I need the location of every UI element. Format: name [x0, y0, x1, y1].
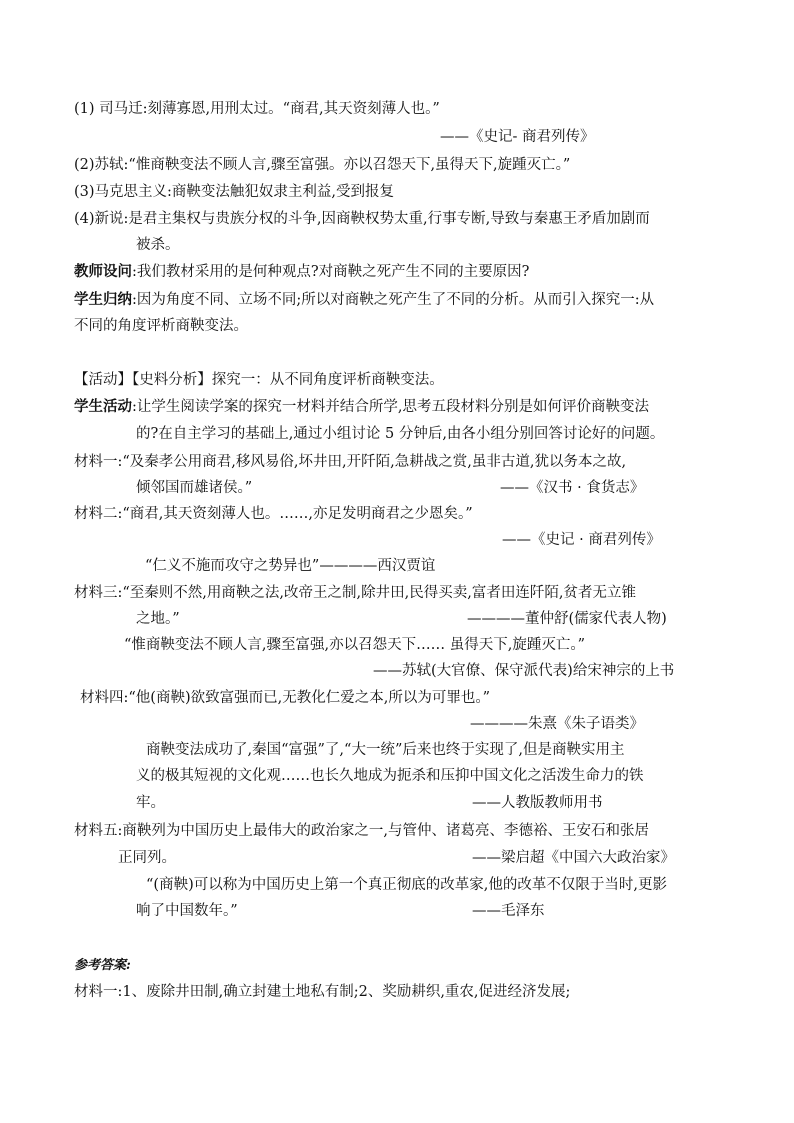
material-3-quote-2-source: ——苏轼(大官僚、保守派代表)给宋神宗的上书	[373, 663, 675, 679]
material-1-line-1: 材料一:“及秦孝公用商君,移风易俗,坏井田,开阡陌,急耕战之赏,虽非古道,犹以务本之故,	[74, 454, 627, 470]
material-1-line-2: 倾邻国而雄诸侯。”	[136, 480, 253, 496]
material-4-source: ————朱熹《朱子语类》	[470, 716, 644, 732]
student-summary-line-2: 不同的角度评析商鞅变法。	[74, 318, 248, 334]
activity-heading: 【活动】【史料分析】探究一：从不同角度评析商鞅变法。	[74, 372, 444, 388]
material-2-line-1: 材料二:“商君,其天资刻薄人也。……,亦足发明商君之少恩矣。”	[74, 506, 473, 522]
material-4-paragraph-line-3: 牢。	[136, 795, 165, 811]
student-activity	[74, 397, 649, 417]
student-summary-line-1: :因为角度不同、立场不同;所以对商鞅之死产生了不同的分析。从而引入探究一:从	[132, 292, 655, 308]
view-4-line-2: 被杀。	[136, 237, 180, 253]
material-4-line-1: 材料四:“他(商鞅)欲致富强而已,无教化仁爱之本,所以为可罪也。”	[80, 690, 490, 706]
view-2: (2)苏轼:“惟商鞅变法不顾人言,骤至富强。亦以召怨天下,虽得天下,旋踵灭亡。”	[74, 157, 571, 173]
material-2-source: ——《史记 · 商君列传》	[502, 532, 661, 548]
material-5-quote-2-source: ——毛泽东	[472, 903, 545, 919]
teacher-question	[74, 262, 529, 282]
material-4-paragraph-source: ——人教版教师用书	[472, 795, 603, 811]
student-activity-line-2: 的?在自主学习的基础上,通过小组讨论 5 分钟后,由各小组分别回答讨论好的问题。	[136, 426, 665, 442]
answers-material-1: 材料一:1、废除井田制,确立封建土地私有制;2、奖励耕织,重农,促进经济发展;	[74, 984, 571, 1000]
material-4-paragraph-line-2: 义的极其短视的文化观……也长久地成为扼杀和压抑中国文化之活泼生命力的铁	[136, 768, 644, 784]
material-5-source: ——梁启超《中国六大政治家》	[472, 850, 675, 866]
view-3: (3)马克思主义:商鞅变法触犯奴隶主利益,受到报复	[74, 184, 395, 200]
material-2-quote-2: “仁义不施而攻守之势异也”————西汉贾谊	[145, 558, 436, 574]
view-1: (1) 司马迁:刻薄寡恩,用刑太过。“商君,其天资刻薄人也。”	[74, 101, 440, 117]
answers-heading: 参考答案:	[74, 958, 131, 973]
teacher-question-text: :我们教材采用的是何种观点?对商鞅之死产生不同的主要原因?	[132, 264, 530, 280]
student-summary-label: 学生归纳	[74, 291, 132, 308]
material-3-quote-2: “惟商鞅变法不顾人言,骤至富强,亦以召怨天下…… 虽得天下,旋踵灭亡。”	[124, 637, 586, 653]
material-5-line-2: 正同列。	[118, 850, 176, 866]
material-5-line-1: 材料五:商鞅列为中国历史上最伟大的政治家之一,与管仲、诸葛亮、李德裕、王安石和张居	[74, 823, 649, 839]
material-3-line-2: 之地。”	[136, 611, 180, 627]
teacher-question-label: 教师设问	[74, 263, 132, 280]
student-activity-line-1: :让学生阅读学案的探究一材料并结合所学,思考五段材料分别是如何评价商鞅变法	[132, 399, 649, 415]
material-1-source: ——《汉书 · 食货志》	[500, 480, 645, 496]
material-3-source: ————董仲舒(儒家代表人物)	[467, 611, 667, 627]
student-summary	[74, 290, 654, 310]
material-4-paragraph-line-1: 商鞅变法成功了,秦国“富强”了,“大一统”后来也终于实现了,但是商鞅实用主	[146, 742, 625, 758]
student-activity-label: 学生活动	[74, 398, 132, 415]
view-1-source: ——《史记- 商君列传》	[440, 129, 595, 145]
material-3-line-1: 材料三:“至秦则不然,用商鞅之法,改帝王之制,除井田,民得买卖,富者田连阡陌,贫者无立锥	[74, 585, 636, 601]
material-5-quote-2-line-2: 响了中国数年。”	[136, 903, 238, 919]
view-4-line-1: (4)新说:是君主集权与贵族分权的斗争,因商鞅权势太重,行事专断,导致与秦惠王矛盾加剧而	[74, 211, 650, 227]
material-5-quote-2-line-1: “(商鞅)可以称为中国历史上第一个真正彻底的改革家,他的改革不仅限于当时,更影	[146, 877, 667, 893]
